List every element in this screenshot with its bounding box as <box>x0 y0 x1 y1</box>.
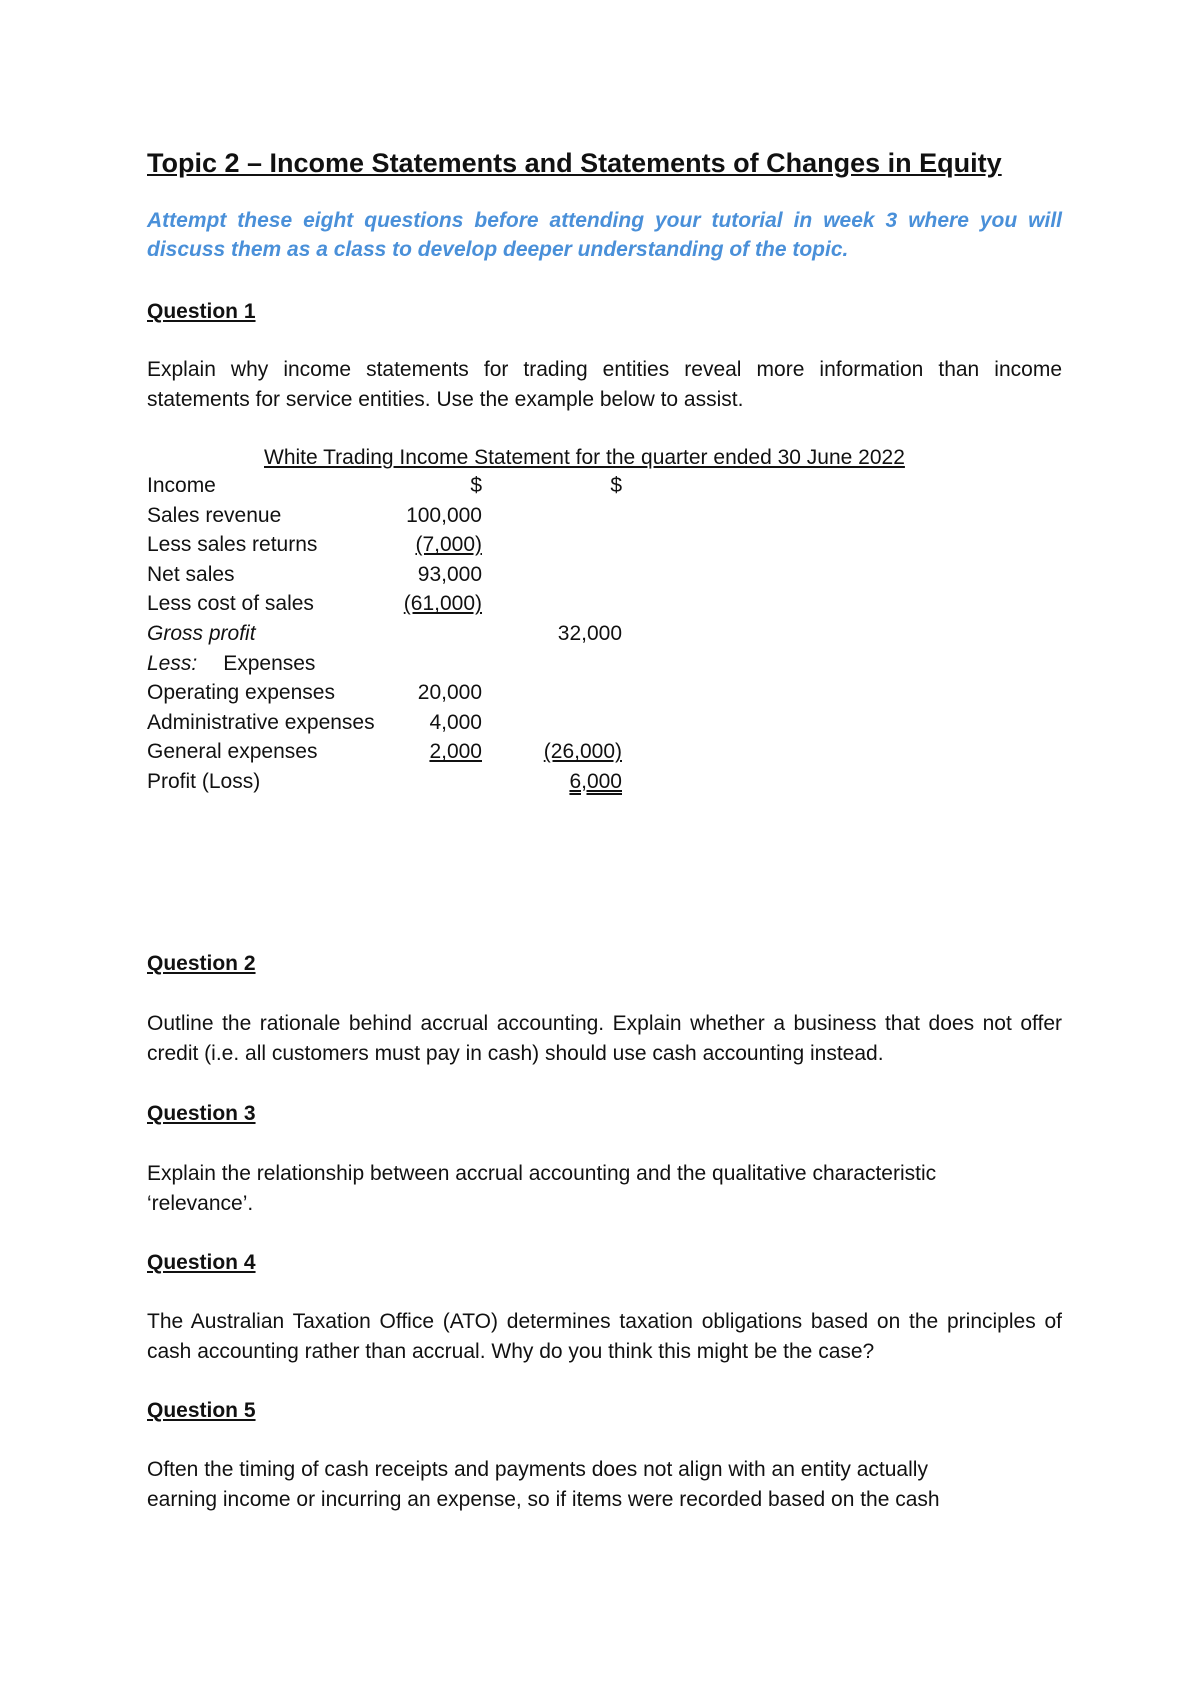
row-label: Sales revenue <box>147 503 282 527</box>
question-3-heading: Question 3 <box>147 1102 256 1125</box>
table-row <box>147 770 847 800</box>
table-row <box>147 681 847 711</box>
row-value: (7,000) <box>415 533 482 557</box>
row-label: Net sales <box>147 562 235 586</box>
currency-header: $ <box>470 474 482 497</box>
table-row <box>147 592 847 622</box>
row-value: 93,000 <box>417 562 482 586</box>
row-label: Administrative expenses <box>147 710 375 734</box>
question-1-text: Explain why income statements for trading entities reveal more information than income statements for service entities. Use the example below to assist. <box>147 358 1062 411</box>
row-label: Operating expenses <box>147 681 335 705</box>
row-value: 20,000 <box>417 681 482 705</box>
expenses-label: Expenses <box>223 651 316 675</box>
less-label: Less: <box>147 651 198 675</box>
page-title: Topic 2 – Income Statements and Statements of Changes in Equity <box>147 148 1002 178</box>
row-value: 32,000 <box>557 621 622 645</box>
question-3-text-line-1: Explain the relationship between accrual accounting and the qualitative characteristic <box>147 1162 937 1185</box>
currency-header: $ <box>610 474 622 497</box>
statement-title: White Trading Income Statement for the quarter ended 30 June 2022 <box>264 446 905 469</box>
table-row <box>147 622 847 652</box>
question-2-text: Outline the rationale behind accrual accounting. Explain whether a business that does not offer credit (i.e. all customers must pay in cash) should use cash accounting instead. <box>147 1012 1062 1065</box>
question-3-text-line-2: ‘relevance’. <box>147 1192 254 1215</box>
table-row <box>147 711 847 741</box>
row-label: Less sales returns <box>147 533 318 557</box>
table-row <box>147 504 847 534</box>
row-value: 2,000 <box>429 740 482 764</box>
question-5-text-line-2: earning income or incurring an expense, so if items were recorded based on the cash <box>147 1488 940 1511</box>
row-label: Less cost of sales <box>147 592 314 616</box>
question-5-heading: Question 5 <box>147 1399 256 1422</box>
income-statement-table <box>147 474 847 800</box>
row-value: (26,000) <box>543 740 622 764</box>
row-label: Gross profit <box>147 621 256 645</box>
row-value: 4,000 <box>429 710 482 734</box>
question-5-text-line-1: Often the timing of cash receipts and payments does not align with an entity actually <box>147 1458 928 1481</box>
table-row <box>147 533 847 563</box>
row-label: General expenses <box>147 740 318 764</box>
row-value: (61,000) <box>403 592 482 616</box>
question-4-heading: Question 4 <box>147 1251 256 1274</box>
question-1-heading: Question 1 <box>147 300 256 323</box>
question-2-heading: Question 2 <box>147 952 256 975</box>
row-value: 6,000 <box>569 769 622 793</box>
table-row <box>147 740 847 770</box>
table-row <box>147 474 847 504</box>
table-row <box>147 652 847 682</box>
row-value: 100,000 <box>406 503 482 527</box>
intro-instructions: Attempt these eight questions before attending your tutorial in week 3 where you will discuss them as a class to develop deeper understanding of the topic. <box>147 209 1062 261</box>
row-label: Income <box>147 474 216 497</box>
table-row <box>147 563 847 593</box>
row-label: Profit (Loss) <box>147 769 261 793</box>
question-4-text: The Australian Taxation Office (ATO) determines taxation obligations based on the principles of cash accounting rather than accrual. Why do you think this might be the case? <box>147 1310 1062 1363</box>
row-label <box>147 652 315 676</box>
